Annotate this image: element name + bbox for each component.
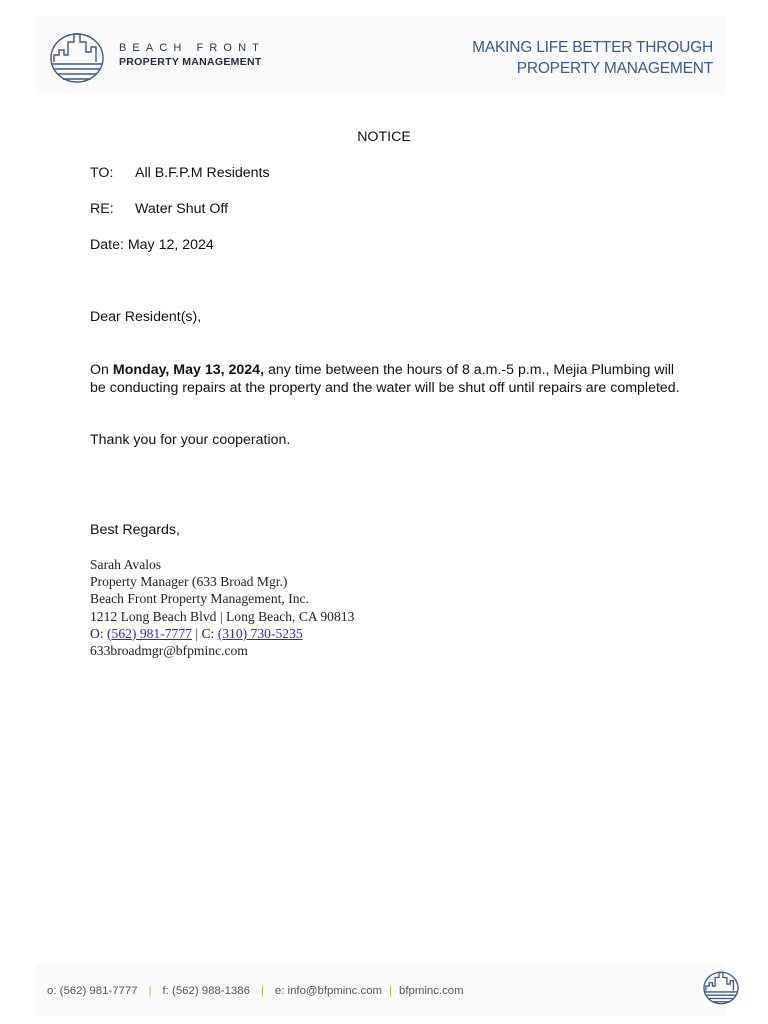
signer-phones: [90, 625, 354, 642]
footer-fax: f: (562) 988-1386: [162, 985, 250, 997]
to-value: All B.F.P.M Residents: [135, 165, 270, 181]
footer-website: bfpminc.com: [399, 985, 464, 997]
body-text: any time between the hours of 8 a.m.-5 p.m., Mejia Plumbing will be conducting repairs at the property and the water will be shut off until repairs are completed.: [90, 362, 680, 396]
thank-you-line: Thank you for your cooperation.: [90, 432, 291, 448]
brand-name-line1: BEACH FRONT: [119, 42, 265, 54]
office-phone-link[interactable]: (562) 981-7777: [107, 625, 192, 641]
re-value: Water Shut Off: [135, 201, 229, 217]
notice-body-paragraph: [90, 361, 680, 397]
building-waves-logo: [48, 30, 106, 86]
signer-name: Sarah Avalos: [90, 557, 162, 572]
cell-phone-link[interactable]: (310) 730-5235: [217, 625, 303, 641]
signer-title: Property Manager (633 Broad Mgr.): [90, 574, 288, 590]
tagline-line2: PROPERTY MANAGEMENT: [516, 60, 713, 77]
footer-contact-bar: [47, 985, 464, 997]
notice-date: Date: May 12, 2024: [90, 237, 214, 253]
salutation: Dear Resident(s),: [90, 309, 202, 325]
re-label: RE:: [90, 201, 114, 217]
to-label: TO:: [90, 165, 114, 181]
brand-name-line2: PROPERTY MANAGEMENT: [119, 56, 262, 68]
signature-block: [90, 556, 354, 659]
tagline-line1: MAKING LIFE BETTER THROUGH: [472, 39, 713, 56]
body-prefix: On: [90, 362, 113, 378]
footer-office-phone: o: (562) 981-7777: [47, 985, 138, 997]
phone-separator: | C:: [191, 625, 218, 641]
office-phone-label: O:: [90, 625, 107, 641]
notice-title: NOTICE: [357, 129, 411, 145]
company-tagline: [472, 37, 713, 79]
building-waves-logo-small-icon: [702, 968, 740, 1008]
signer-email: 633broadmgr@bfpminc.com: [90, 643, 248, 659]
signer-address: 1212 Long Beach Blvd | Long Beach, CA 90813: [90, 608, 355, 624]
footer-separator: |: [389, 985, 393, 997]
closing: Best Regards,: [90, 522, 180, 538]
signer-company: Beach Front Property Management, Inc.: [90, 591, 309, 607]
footer-separator: |: [148, 985, 152, 997]
footer-separator: |: [260, 985, 264, 997]
body-date-emphasis: Monday, May 13, 2024,: [112, 362, 265, 378]
footer-email: e: info@bfpminc.com: [274, 985, 383, 997]
